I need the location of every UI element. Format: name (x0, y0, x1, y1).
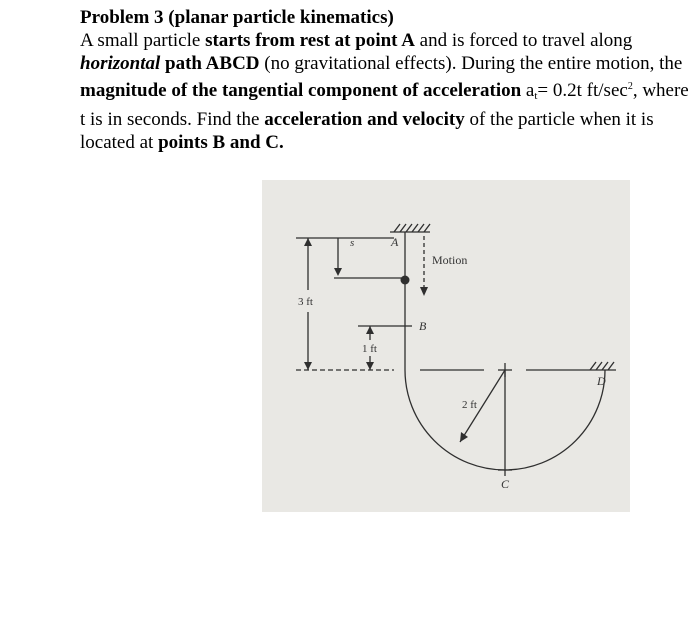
problem-title: Problem 3 (planar particle kinematics) (80, 7, 394, 28)
particle-dot (401, 276, 410, 285)
bold-segment: starts from rest at point A (205, 30, 415, 51)
path-diagram (262, 180, 630, 512)
text-segment: , where t is in seconds. Find the (80, 80, 689, 130)
problem-statement (80, 6, 692, 154)
text-segment: = 0.2t ft/sec (537, 80, 628, 101)
subscript: t (534, 90, 538, 102)
dim-1ft-label: 1 ft (362, 343, 377, 355)
label-c: C (501, 477, 510, 491)
dim-2ft-label: 2 ft (462, 399, 477, 411)
emphasis-segment: horizontal (80, 53, 161, 74)
label-motion: Motion (432, 253, 468, 267)
figure-background (262, 180, 630, 512)
text-segment: A small particle (80, 30, 206, 51)
label-d: D (597, 374, 606, 388)
bold-segment: path ABCD (160, 53, 260, 74)
text-segment: (no gravitational effects). During the entire motion, the (259, 53, 683, 74)
bold-segment: acceleration and velocity (264, 109, 465, 130)
text-segment: of the particle when it is located at (80, 109, 654, 153)
label-b: B (419, 319, 427, 333)
bold-segment: points B and C. (158, 132, 284, 153)
text-segment: a (521, 80, 535, 101)
problem-body (80, 29, 692, 154)
path-diagram-svg (262, 180, 630, 512)
bold-segment: magnitude of the tangential component of acceleration (80, 80, 522, 101)
text-segment: and is forced to travel along (414, 30, 633, 51)
dim-3ft-label: 3 ft (298, 296, 313, 308)
label-a: A (391, 235, 399, 249)
superscript: 2 (627, 81, 633, 92)
label-s: s (350, 237, 355, 249)
